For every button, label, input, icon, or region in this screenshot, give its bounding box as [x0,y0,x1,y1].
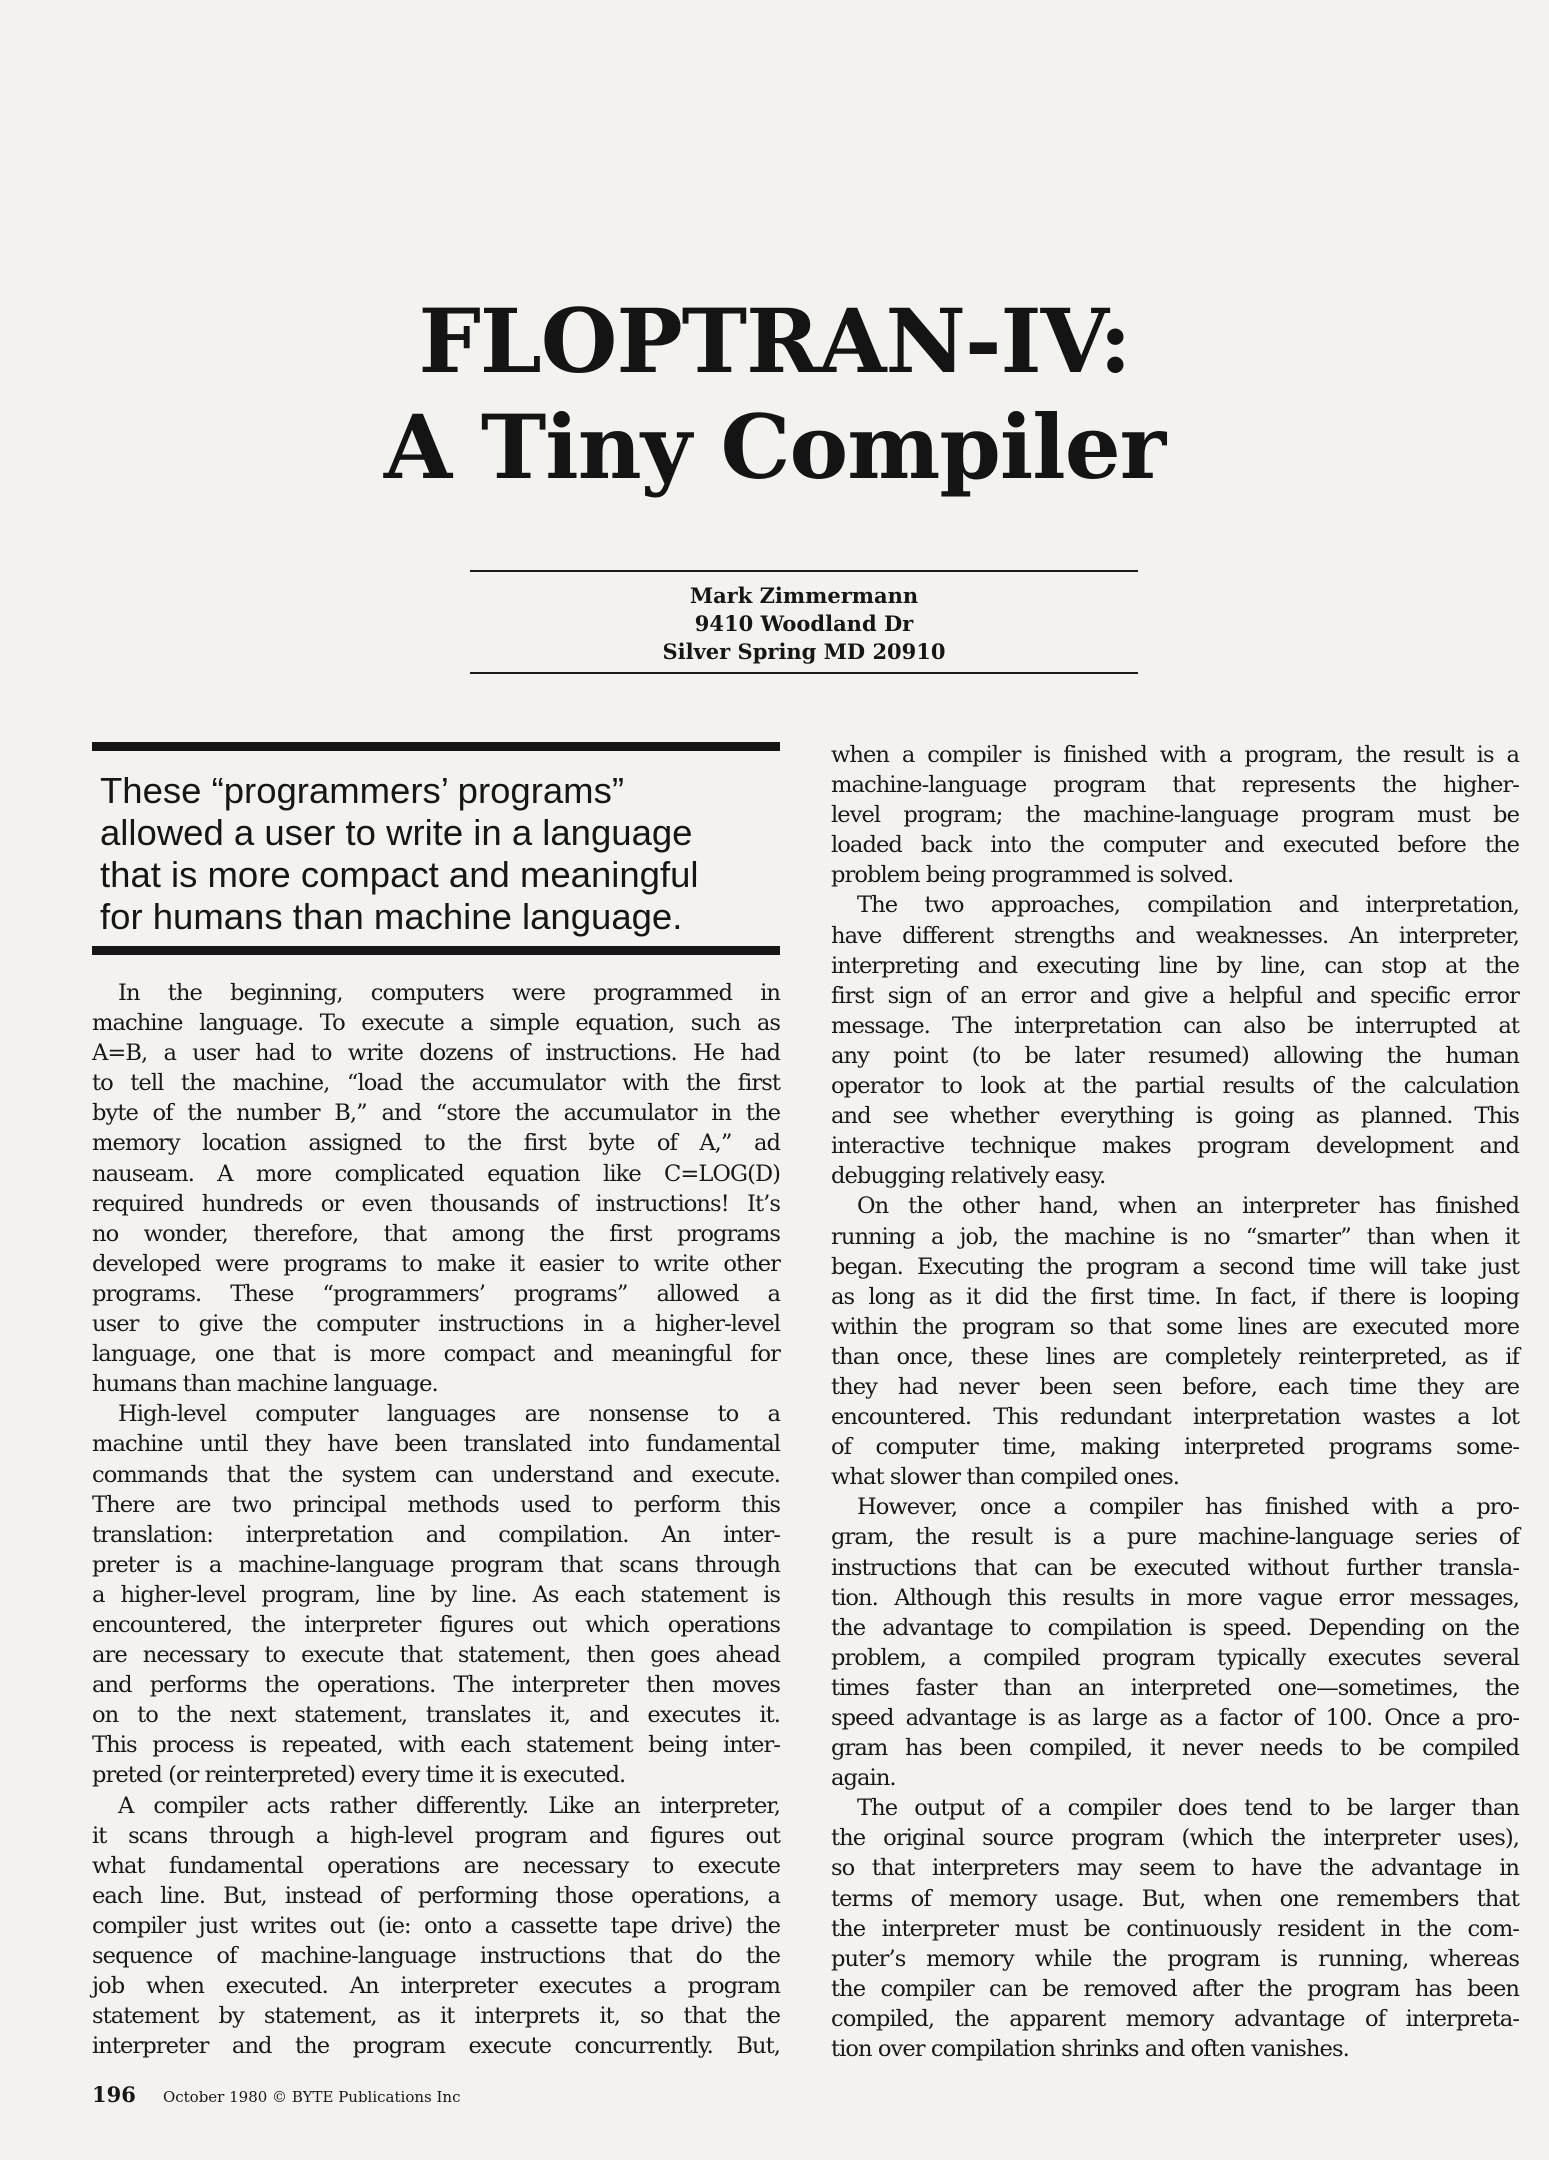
pull-quote-line: for humans than machine language. [100,896,683,937]
body-line: level program; the machine-language program must be [831,802,1519,829]
body-line: encountered. This redundant interpretation wastes a lot [831,1404,1519,1431]
body-line: instructions that can be executed without further transla- [831,1554,1519,1581]
body-line: statement by statement, as it interprets it, so that the [92,2003,780,2030]
author-city: Silver Spring MD 20910 [662,639,946,664]
body-line: a higher-level program, line by line. As each statement is [92,1581,780,1608]
body-line: interpreter and the program execute concurrently. But, [92,2033,780,2060]
body-line: interpreting and executing line by line, can stop at the [831,952,1519,979]
body-line: first sign of an error and give a helpful and specific error [831,982,1519,1009]
body-line: However, once a compiler has finished with a pro- [857,1494,1519,1521]
body-line: tion. Although this results in more vague error messages, [831,1584,1519,1611]
body-line: of computer time, making interpreted programs some- [831,1434,1519,1461]
body-line: machine-language program that represents the higher- [831,772,1519,799]
body-line: than once, these lines are completely reinterpreted, as if [831,1343,1519,1370]
author-rule-top [470,570,1138,572]
body-line: began. Executing the program a second time will take just [831,1253,1519,1280]
body-line: speed advantage is as large as a factor of 100. Once a pro- [831,1705,1519,1731]
pull-quote-line: These “programmers’ programs” [100,770,624,811]
pull-quote [100,770,790,938]
body-line: times faster than an interpreted one—sometimes, the [831,1674,1519,1701]
body-line: to tell the machine, “load the accumulator with the first [92,1070,780,1097]
body-line: puter’s memory while the program is running, whereas [831,1945,1519,1972]
body-line: memory location assigned to the first byte of A,” ad [92,1130,780,1157]
body-line: when a compiler is finished with a program, the result is a [831,742,1519,768]
body-line: it scans through a high-level program and figures out [92,1822,780,1849]
body-line: have different strengths and weaknesses. An interpreter, [831,922,1519,949]
pull-quote-bar-top [92,742,780,751]
body-line: developed were programs to make it easier to write other [92,1250,780,1277]
body-line: compiled, the apparent memory advantage of interpreta- [831,2005,1519,2032]
body-line: no wonder, therefore, that among the first programs [92,1220,780,1247]
body-line: commands that the system can understand and execute. [92,1461,780,1488]
body-line: The output of a compiler does tend to be larger than [857,1795,1519,1822]
body-line: loaded back into the computer and executed before the [831,832,1519,859]
pull-quote-line: allowed a user to write in a language [100,812,693,853]
body-line: running a job, the machine is no “smarter” than when it [831,1223,1519,1250]
body-line: user to give the computer instructions in a higher-level [92,1311,780,1338]
body-line: and performs the operations. The interpreter then moves [92,1672,780,1699]
body-line: they had never been seen before, each time they are [831,1373,1519,1400]
body-line: machine until they have been translated into fundamental [92,1431,780,1458]
body-line: so that interpreters may seem to have the advantage in [831,1855,1519,1882]
body-line: interactive technique makes program development and [831,1133,1519,1160]
body-line: what fundamental operations are necessary to execute [92,1852,780,1879]
body-line: job when executed. An interpreter executes a program [92,1973,780,2000]
body-line: This process is repeated, with each statement being inter- [92,1732,780,1759]
body-line: and see whether everything is going as planned. This [831,1103,1519,1130]
left-column [92,978,780,2061]
author-street: 9410 Woodland Dr [694,611,914,636]
body-line: again. [831,1765,896,1792]
body-line: A compiler acts rather differently. Like an interpreter, [118,1792,780,1819]
body-line: On the other hand, when an interpreter has finished [857,1193,1519,1220]
body-line: A=B, a user had to write dozens of instructions. He had [92,1040,780,1067]
body-line: machine language. To execute a simple equation, such as [92,1010,780,1037]
article-title-line-1: FLOPTRAN-IV: [418,289,1131,393]
body-line: language, one that is more compact and meaningful for [92,1341,780,1368]
author-block [470,582,1138,666]
body-line: problem being programmed is solved. [831,862,1234,889]
body-line: operator to look at the partial results of the calculation [831,1073,1519,1100]
body-line: There are two principal methods used to perform this [92,1491,780,1518]
body-line: each line. But, instead of performing those operations, a [92,1882,780,1909]
page-number: 196 [92,2082,136,2107]
body-line: translation: interpretation and compilation. An inter- [92,1521,780,1548]
page-footer [92,2082,460,2107]
body-line: nauseam. A more complicated equation like C=LOG(D) [92,1160,780,1187]
body-line: humans than machine language. [92,1371,438,1398]
body-line: any point (to be later resumed) allowing the human [831,1042,1519,1069]
body-line: are necessary to execute that statement, then goes ahead [92,1642,780,1669]
body-line: byte of the number B,” and “store the accumulator in the [92,1100,780,1127]
body-line: tion over compilation shrinks and often vanishes. [831,2036,1349,2063]
author-rule-bottom [470,672,1138,674]
body-line: within the program so that some lines are executed more [831,1313,1519,1340]
body-line: compiler just writes out (ie: onto a cassette tape drive) the [92,1912,780,1939]
body-line: gram, the result is a pure machine-language series of [831,1524,1519,1551]
right-column [831,740,1519,2064]
body-line: problem, a compiled program typically executes several [831,1644,1519,1671]
body-line: on to the next statement, translates it, and executes it. [92,1702,780,1729]
body-line: the advantage to compilation is speed. Depending on the [831,1614,1519,1641]
body-line: required hundreds or even thousands of instructions! It’s [92,1190,780,1217]
body-line: preter is a machine-language program that scans through [92,1551,780,1578]
body-line: message. The interpretation can also be interrupted at [831,1012,1519,1039]
body-line: programs. These “programmers’ programs” allowed a [92,1280,780,1307]
body-line: terms of memory usage. But, when one remembers that [831,1885,1519,1912]
body-line: the original source program (which the interpreter uses), [831,1825,1519,1852]
publication-info: October 1980 © BYTE Publications Inc [162,2088,461,2106]
body-line: preted (or reinterpreted) every time it is executed. [92,1762,626,1789]
body-line: High-level computer languages are nonsense to a [118,1401,780,1428]
body-line: The two approaches, compilation and interpretation, [857,892,1519,919]
article-title-line-2: A Tiny Compiler [383,395,1166,499]
body-line: encountered, the interpreter figures out which operations [92,1611,780,1638]
body-line: what slower than compiled ones. [831,1464,1180,1491]
body-line: In the beginning, computers were programmed in [118,980,780,1006]
body-line: gram has been compiled, it never needs to be compiled [831,1735,1519,1762]
body-line: the compiler can be removed after the program has been [831,1975,1519,2002]
body-line: debugging relatively easy. [831,1163,1106,1190]
pull-quote-bar-bottom [92,946,780,955]
body-line: sequence of machine-language instructions that do the [92,1943,780,1969]
author-name: Mark Zimmermann [689,583,919,608]
pull-quote-line: that is more compact and meaningful [100,854,699,895]
body-line: as long as it did the first time. In fact, if there is looping [831,1283,1519,1310]
body-line: the interpreter must be continuously resident in the com- [831,1915,1519,1942]
